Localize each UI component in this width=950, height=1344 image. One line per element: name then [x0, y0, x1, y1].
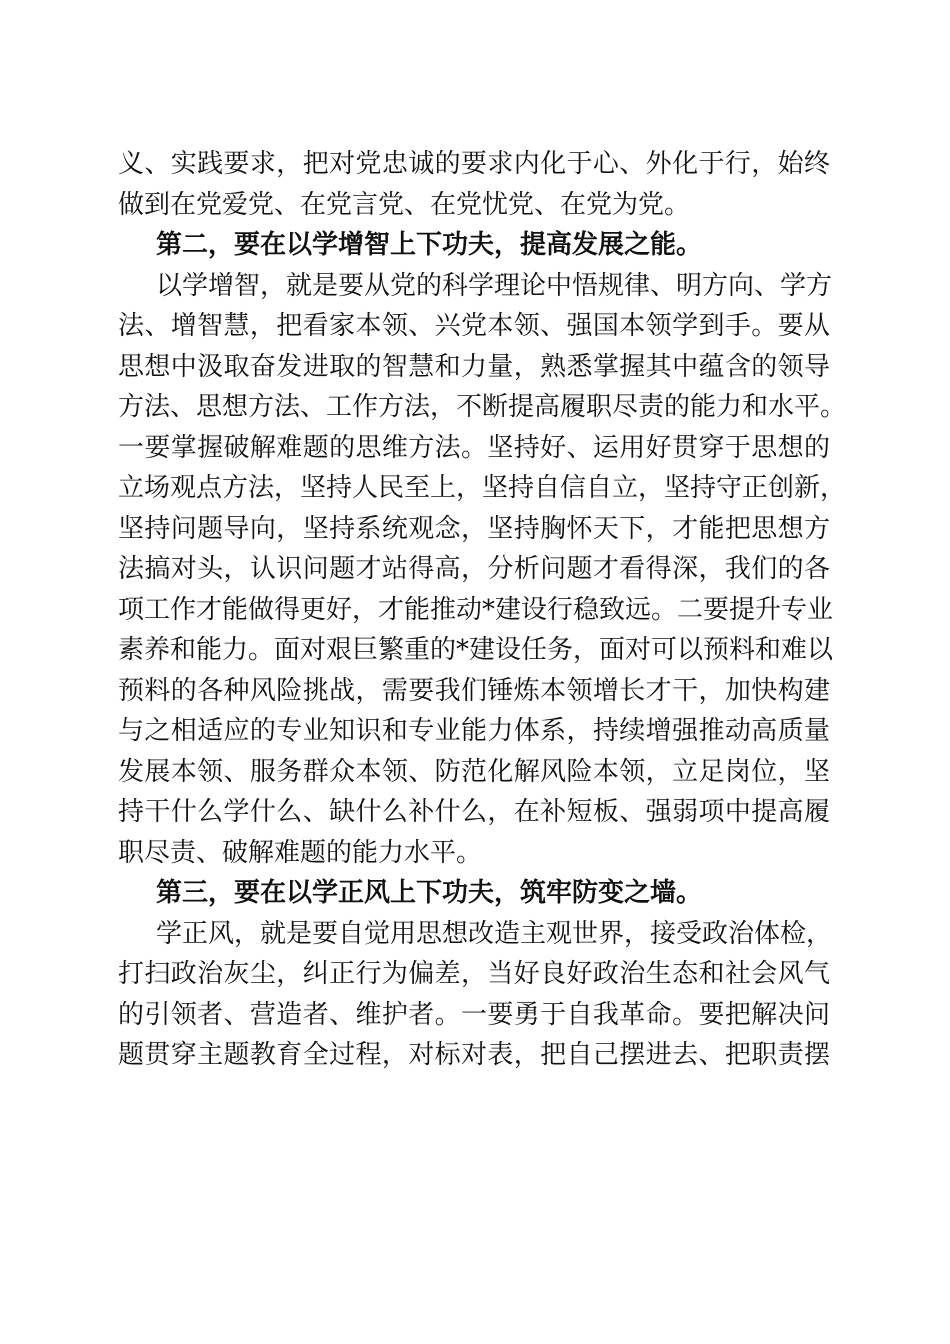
- body-line: 职尽责、破解难题的能力水平。: [118, 837, 483, 868]
- body-line: 打扫政治灰尘，纠正行为偏差，当好良好政治生态和社会风气: [118, 959, 830, 989]
- paragraph-first-line: 以学增智，就是要从党的科学理论中悟规律、明方向、学方: [156, 270, 833, 301]
- section-heading-2: 第二，要在以学增智上下功夫，提高发展之能。: [156, 230, 703, 260]
- body-line: 的引领者、营造者、维护者。一要勇于自我革命。要把解决问: [118, 999, 830, 1030]
- body-line: 题贯穿主题教育全过程，对标对表，把自己摆进去、把职责摆: [118, 1040, 830, 1070]
- body-line: 持干什么学什么、缺什么补什么，在补短板、强弱项中提高履: [118, 797, 830, 827]
- body-line: 与之相适应的专业知识和专业能力体系，持续增强推动高质量: [118, 716, 830, 746]
- document-body: [118, 144, 847, 1076]
- body-line: 方法、思想方法、工作方法，不断提高履职尽责的能力和水平。: [118, 392, 847, 422]
- body-line: 法搞对头，认识问题才站得高，分析问题才看得深，我们的各: [118, 554, 830, 584]
- body-line: 发展本领、服务群众本领、防范化解风险本领，立足岗位，坚: [118, 756, 830, 787]
- body-line: 义、实践要求，把对党忠诚的要求内化于心、外化于行，始终: [118, 149, 830, 179]
- body-line: 法、增智慧，把看家本领、兴党本领、强国本领学到手。要从: [118, 311, 830, 341]
- body-line: 思想中汲取奋发进取的智慧和力量，熟悉掌握其中蕴含的领导: [118, 351, 830, 382]
- body-line: 素养和能力。面对艰巨繁重的*建设任务，面对可以预料和难以: [118, 635, 834, 665]
- body-line: 做到在党爱党、在党言党、在党忧党、在党为党。: [118, 189, 691, 220]
- body-line: 立场观点方法，坚持人民至上，坚持自信自立，坚持守正创新，: [118, 473, 847, 503]
- paragraph-first-line: 学正风，就是要自觉用思想改造主观世界，接受政治体检，: [156, 918, 833, 949]
- body-line: 坚持问题导向，坚持系统观念，坚持胸怀天下，才能把思想方: [118, 513, 830, 544]
- body-line: 预料的各种风险挑战，需要我们锤炼本领增长才干，加快构建: [118, 675, 830, 706]
- section-heading-3: 第三，要在以学正风上下功夫，筑牢防变之墙。: [156, 878, 703, 908]
- body-line: 项工作才能做得更好，才能推动*建设行稳致远。二要提升专业: [118, 594, 834, 625]
- body-line: 一要掌握破解难题的思维方法。坚持好、运用好贯穿于思想的: [118, 432, 830, 463]
